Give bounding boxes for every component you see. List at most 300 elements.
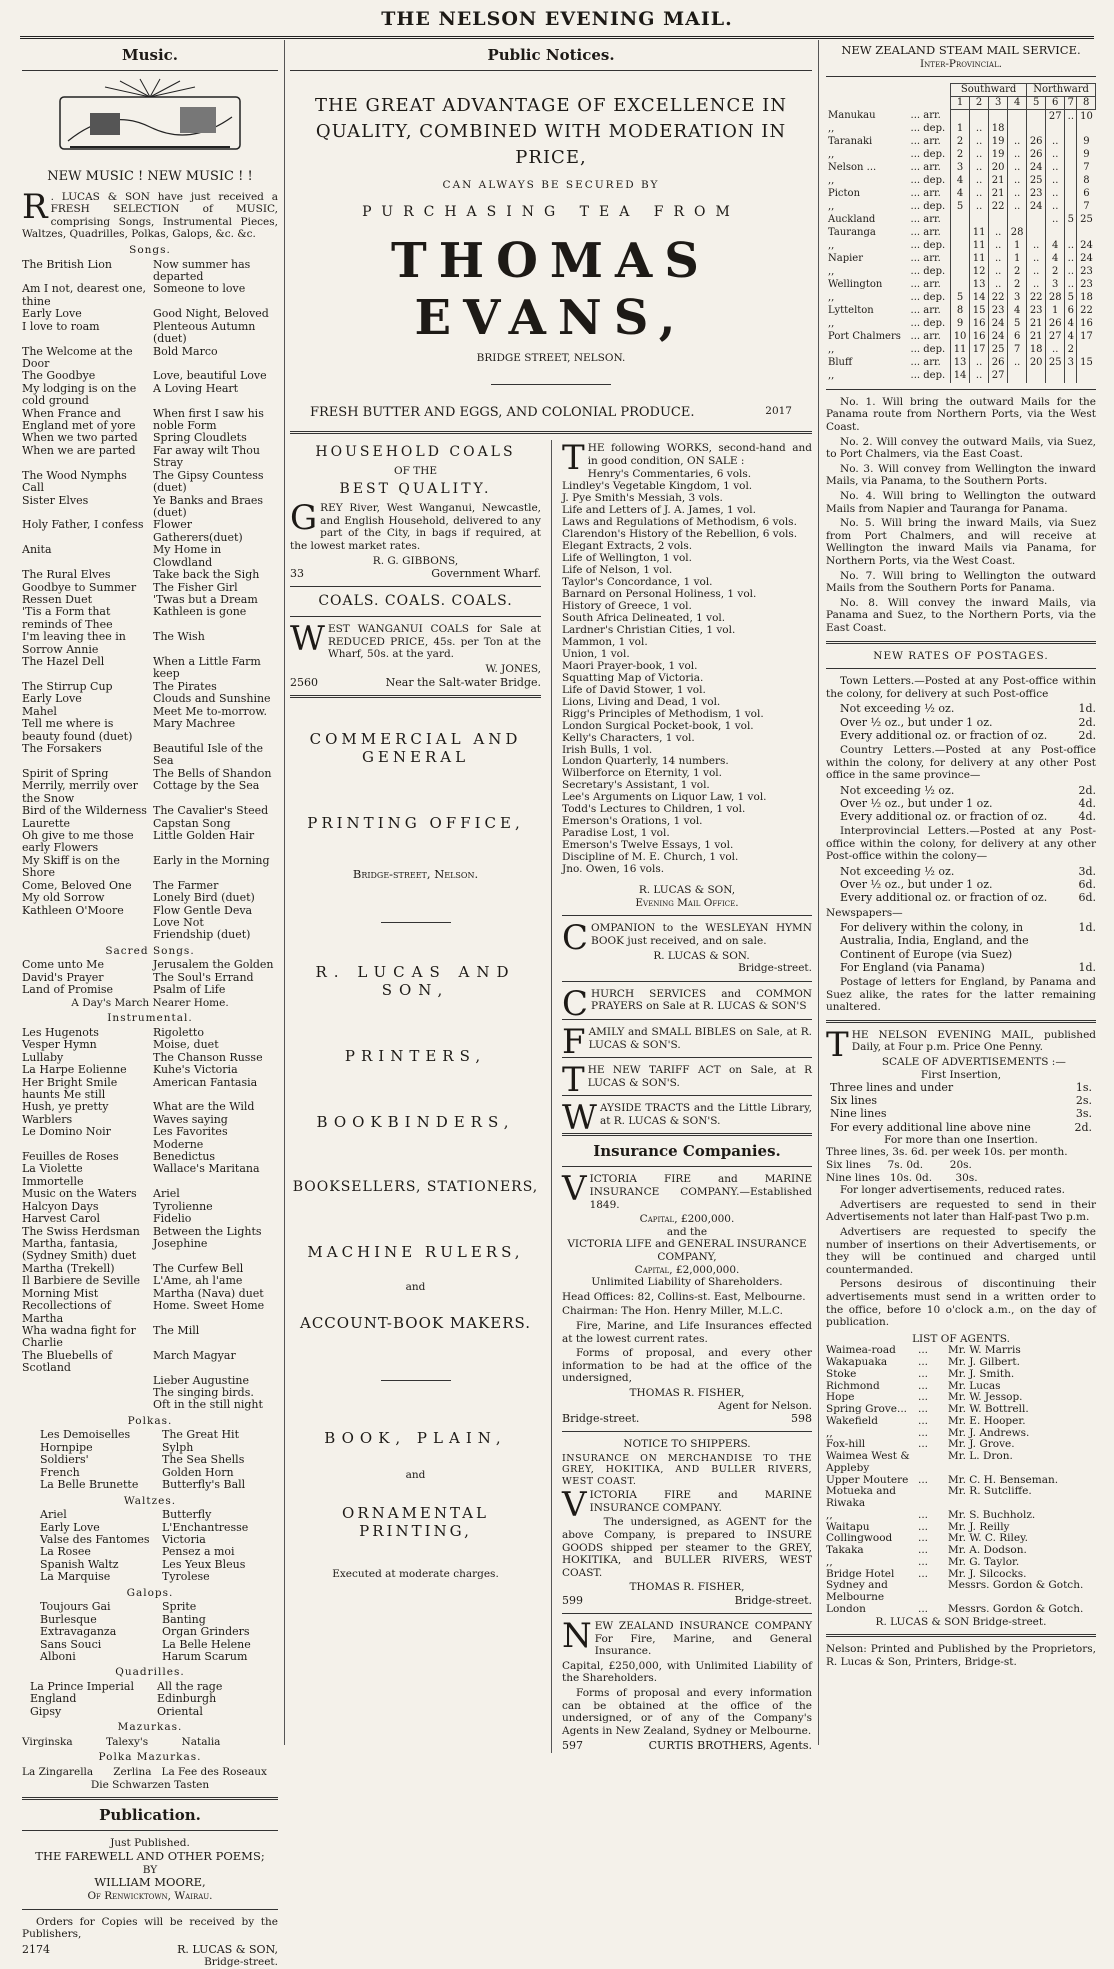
song-title: Someone to love xyxy=(153,282,246,296)
day-cell: .. xyxy=(1046,149,1065,162)
song-title: Bird of the Wilderness xyxy=(22,804,147,818)
port-name: Port Chalmers xyxy=(828,331,901,343)
printing-printers: PRINTERS, xyxy=(344,1046,487,1065)
rate-row xyxy=(840,891,1096,904)
instrumental-title: Her Bright Smile haunts Me still xyxy=(22,1075,118,1101)
agent-dots: ... xyxy=(918,1508,929,1521)
day-cell xyxy=(1065,227,1077,240)
instrumental-list xyxy=(22,1027,278,1412)
dropcap: C xyxy=(562,983,589,1024)
instrumental-title: Les Favorites Moderne xyxy=(153,1125,228,1151)
day-cell: 16 xyxy=(970,318,989,331)
ad-rates xyxy=(826,1081,1096,1134)
day-cell: 5 xyxy=(1065,214,1077,227)
song-title: Flower Gatherers(duet) xyxy=(153,518,243,544)
more-insertion: For more than one Insertion. xyxy=(884,1133,1038,1146)
song-title: A Loving Heart xyxy=(153,381,239,395)
publisher-street: Bridge-street. xyxy=(204,1956,278,1968)
day-cell: 4 xyxy=(951,188,970,201)
instrumental-title: L'Ame, ah l'ame xyxy=(153,1274,243,1288)
arr-dep: ... dep. xyxy=(910,292,946,304)
dropcap: V xyxy=(562,1485,587,1526)
printing-address: Bridge-street, Nelson. xyxy=(352,866,479,881)
day-cell: 2 xyxy=(951,149,970,162)
day-cell: .. xyxy=(989,227,1008,240)
song-title: I love to roam xyxy=(22,319,100,333)
table-row xyxy=(826,188,1096,201)
works-item: Irish Bulls, 1 vol. xyxy=(562,743,653,756)
song-title: Ye Banks and Braes (duet) xyxy=(153,493,264,519)
newspaper-england: For England (via Panama) xyxy=(840,960,985,974)
works-intro: HE following WORKS, second-hand and in good condition, ON SALE : xyxy=(587,442,812,467)
song-title: Lonely Bird (duet) xyxy=(153,891,255,905)
song-title: Tell me where is beauty found (duet) xyxy=(22,717,133,743)
day-cell xyxy=(1077,227,1096,240)
agent-dots: ... xyxy=(918,1379,929,1392)
printing-commercial: COMMERCIAL AND GENERAL xyxy=(309,729,522,766)
instrumental-title: Home. Sweet Home xyxy=(153,1299,265,1313)
day-cell: 21 xyxy=(989,188,1008,201)
works-item: Lardner's Christian Cities, 1 vol. xyxy=(562,623,736,636)
mail-service-sub: Inter-Provincial. xyxy=(920,57,1002,70)
column-number: 1 xyxy=(951,97,970,110)
day-cell: 23 xyxy=(989,305,1008,318)
agent-name: Mr. J. Reilly xyxy=(948,1520,1010,1533)
insurance-rates: Fire, Marine, and Life Insurances effected at the lowest current rates. xyxy=(562,1320,812,1345)
day-cell: 20 xyxy=(1027,357,1046,370)
waltz-title: Early Love xyxy=(40,1520,100,1534)
agents-sig: R. LUCAS & SON Bridge-street. xyxy=(875,1615,1047,1628)
table-row xyxy=(826,136,1096,149)
instrumental-title: Oft in the still night xyxy=(153,1398,263,1412)
port-name: Napier xyxy=(828,253,864,265)
agent-dots: ... xyxy=(918,1403,929,1416)
tea-ad-purchasing: PURCHASING TEA FROM xyxy=(362,203,740,220)
day-cell: 13 xyxy=(951,357,970,370)
song-title: The Farmer xyxy=(153,878,219,892)
agent-name: Mr. A. Dodson. xyxy=(948,1544,1027,1557)
public-notices-heading: Public Notices. xyxy=(487,46,615,64)
song-title: Little Golden Hair xyxy=(153,828,255,842)
day-cell xyxy=(951,227,970,240)
agent-dots: ... xyxy=(918,1532,929,1545)
day-cell: 26 xyxy=(1027,136,1046,149)
day-cell xyxy=(1008,370,1027,383)
song-title: When we two parted xyxy=(22,431,138,445)
day-cell: .. xyxy=(1065,279,1077,292)
arr-dep: ... arr. xyxy=(910,136,941,148)
dropcap: N xyxy=(562,1616,592,1657)
day-cell: 27 xyxy=(1046,110,1065,123)
day-cell xyxy=(1027,123,1046,136)
port-name: ,, xyxy=(828,370,835,382)
works-item: Jno. Owen, 16 vols. xyxy=(562,863,665,876)
day-cell: 5 xyxy=(951,201,970,214)
day-cell: .. xyxy=(970,188,989,201)
sacred-title: The Soul's Errand xyxy=(153,970,254,984)
coals2-heading: COALS. COALS. COALS. xyxy=(318,593,513,610)
polka-title: The Great Hit xyxy=(162,1428,239,1442)
song-title: My Home in Clowdland xyxy=(153,543,222,569)
day-cell: .. xyxy=(1008,201,1027,214)
song-title: Laurette xyxy=(22,816,71,830)
day-cell: .. xyxy=(970,175,989,188)
arr-dep: ... arr. xyxy=(910,357,941,369)
song-title: The Wood Nymphs Call xyxy=(22,468,127,495)
rate-row xyxy=(840,702,1096,715)
table-row xyxy=(826,240,1096,253)
polka-title: Golden Horn xyxy=(162,1465,234,1479)
day-cell: 19 xyxy=(989,149,1008,162)
shippers-body: The undersigned, as AGENT for the above Company, is prepared to INSURE GOODS shipped per steamer to the GREY, HOKITIKA, and BULLER RIVERS, WEST COAST. xyxy=(562,1516,812,1579)
day-cell: 22 xyxy=(989,201,1008,214)
arr-dep: ... dep. xyxy=(910,175,946,187)
works-item: Life of David Stower, 1 vol. xyxy=(562,683,706,696)
galops-list xyxy=(22,1601,278,1663)
printing-machine-rulers: MACHINE RULERS, xyxy=(307,1243,524,1262)
day-cell: 14 xyxy=(970,292,989,305)
rate-label: Over ½ oz., but under 1 oz. xyxy=(840,796,993,810)
victoria-life: VICTORIA LIFE and GENERAL INSURANCE COMPANY, xyxy=(567,1238,807,1264)
day-cell: 11 xyxy=(951,344,970,357)
works-item: History of Greece, 1 vol. xyxy=(562,599,692,612)
day-cell: 15 xyxy=(970,305,989,318)
rate-value: 1d. xyxy=(1078,702,1096,716)
printing-and: and xyxy=(405,1281,426,1294)
port-name: ,, xyxy=(828,123,835,135)
song-title: The Cavalier's Steed xyxy=(153,804,269,818)
insurance-street: Bridge-street. xyxy=(562,1412,640,1426)
galop-title: Burlesque xyxy=(40,1612,97,1626)
polka-title: Sylph xyxy=(162,1440,194,1454)
waltz-title: Valse des Fantomes xyxy=(40,1533,150,1547)
arr-dep: ... arr. xyxy=(910,305,941,317)
column-divider xyxy=(818,40,819,1745)
newspaper-england-rate: 1d. xyxy=(1078,960,1096,974)
agent-name: Mr. S. Buchholz. xyxy=(948,1508,1036,1521)
instrumental-title: Kuhe's Victoria xyxy=(153,1063,238,1077)
rate-row xyxy=(840,729,1096,742)
instrumental-title: The Chanson Russe xyxy=(153,1050,263,1064)
day-cell: 5 xyxy=(1065,292,1077,305)
day-cell xyxy=(1065,136,1077,149)
song-title xyxy=(22,917,147,929)
works-item: South Africa Delineated, 1 vol. xyxy=(562,611,726,624)
table-row xyxy=(826,305,1096,318)
works-item: Mammon, 1 vol. xyxy=(562,635,648,648)
instrumental-title: The singing birds. xyxy=(153,1386,254,1400)
day-cell: 25 xyxy=(1027,175,1046,188)
agent-place: Fox-hill xyxy=(826,1438,866,1451)
dropcap: V xyxy=(562,1169,587,1210)
day-cell: 24 xyxy=(1027,162,1046,175)
day-cell: .. xyxy=(1046,162,1065,175)
day-cell xyxy=(1077,123,1096,136)
agent-place: ,, xyxy=(826,1508,833,1521)
quadrille-title: Gipsy xyxy=(30,1704,62,1718)
mail-timetable xyxy=(826,83,1096,383)
rate-row xyxy=(840,865,1096,878)
table-row xyxy=(826,149,1096,162)
ad-six: Six lines 7s. 0d. 20s. xyxy=(826,1159,972,1172)
day-cell: 22 xyxy=(1027,292,1046,305)
polka-title: Butterfly's Ball xyxy=(162,1478,246,1492)
agent-place: Waimea West & Appleby xyxy=(826,1450,910,1474)
instrumental-title: La Violette Immortelle xyxy=(22,1162,84,1188)
day-cell xyxy=(1077,370,1096,383)
agent-dots: ... xyxy=(918,1544,929,1557)
agent-name: Mr. L. Dron. xyxy=(948,1450,1013,1463)
song-title: The Bells of Shandon xyxy=(153,766,272,780)
day-cell: 21 xyxy=(1027,331,1046,344)
dropcap: W xyxy=(290,619,325,660)
music-column xyxy=(22,44,278,1968)
song-title: Flow Gentle Deva xyxy=(153,903,253,917)
instrumental-title: Feuilles de Roses xyxy=(22,1150,119,1164)
companion-sig: R. LUCAS & SON. xyxy=(653,949,750,962)
song-title: The Wish xyxy=(153,630,205,644)
instrumental-title xyxy=(22,1399,147,1411)
day-cell: 18 xyxy=(989,123,1008,136)
day-cell: 4 xyxy=(1008,305,1027,318)
day-cell xyxy=(989,214,1008,227)
rate-value: 4d. xyxy=(1078,796,1096,810)
day-cell xyxy=(1046,370,1065,383)
port-name: ,, xyxy=(828,240,835,252)
agent-row xyxy=(826,1580,1096,1604)
day-cell: .. xyxy=(970,201,989,214)
song-title: The Goodbye xyxy=(22,369,96,383)
day-cell: 1 xyxy=(1008,253,1027,266)
new-music-banner: NEW MUSIC ! NEW MUSIC ! ! xyxy=(47,169,253,184)
instrumental-title: Harvest Carol xyxy=(22,1212,101,1226)
song-title: My lodging is on the cold ground xyxy=(22,381,137,408)
dropcap: W xyxy=(562,1098,597,1139)
postage-heading: NEW RATES OF POSTAGES. xyxy=(873,649,1049,662)
agent-place: Spring Grove... xyxy=(826,1403,908,1416)
day-cell xyxy=(951,110,970,123)
town-rates xyxy=(826,702,1096,742)
day-cell xyxy=(1027,110,1046,123)
dropcap: T xyxy=(562,438,585,479)
first-insertion: First Insertion, xyxy=(920,1068,1002,1081)
song-title: When a Little Farm keep xyxy=(153,655,261,681)
song-title: Come, Beloved One xyxy=(22,878,132,892)
instrumental-title: The Swiss Herdsman xyxy=(22,1224,140,1238)
song-title: The Rural Elves xyxy=(22,568,111,582)
song-title: Beautiful Isle of the Sea xyxy=(153,742,264,768)
song-title: Oh give to me those early Flowers xyxy=(22,828,134,855)
day-cell: 22 xyxy=(989,292,1008,305)
insurance-forms: Forms of proposal, and every other information to be had at the office of the undersigned, xyxy=(562,1347,812,1385)
day-cell: 3 xyxy=(951,162,970,175)
port-name: ,, xyxy=(828,292,835,304)
tea-ad-secured: CAN ALWAYS BE SECURED BY xyxy=(442,179,660,192)
song-title: Now summer has departed xyxy=(153,257,251,283)
mail-note: No. 5. Will bring the inward Mails, via Suez from Port Chalmers, and will receive at Wellington the inward Mails via Panama, for Northern Ports, via the West Coast. xyxy=(826,517,1096,568)
song-title: When France and England met of yore xyxy=(22,406,136,433)
polka-title: Les Demoiselles xyxy=(40,1428,131,1442)
newspaper-colony: For delivery within the colony, in Australia, India, England, and the Continent of Europe (via Suez) xyxy=(840,921,1029,961)
agent-place: Bridge Hotel xyxy=(826,1567,895,1580)
day-cell: 27 xyxy=(1046,331,1065,344)
agent-name: Mr. J. Gilbert. xyxy=(948,1356,1020,1369)
day-cell: 6 xyxy=(1008,331,1027,344)
rate-row xyxy=(840,878,1096,891)
rate-row xyxy=(830,1121,1092,1134)
dropcap: T xyxy=(562,1060,585,1101)
song-title: 'Tis a Form that reminds of Thee xyxy=(22,605,113,631)
day-cell xyxy=(1077,344,1096,357)
day-cell: 6 xyxy=(1077,188,1096,201)
coals2-name: W. JONES, xyxy=(485,662,541,675)
works-sig-2: Evening Mail Office. xyxy=(635,896,739,909)
day-cell: 25 xyxy=(989,344,1008,357)
agent-dots: ... xyxy=(918,1367,929,1380)
day-cell xyxy=(951,266,970,279)
day-cell: 12 xyxy=(970,266,989,279)
quadrille-title: Oriental xyxy=(157,1704,203,1718)
rate-label: Nine lines xyxy=(830,1107,887,1121)
day-cell: 26 xyxy=(1027,149,1046,162)
printing-bookbinders: BOOKBINDERS, xyxy=(316,1112,515,1131)
imprint: Nelson: Printed and Published by the Proprietors, R. Lucas & Son, Printers, Bridge-st. xyxy=(826,1643,1096,1668)
shippers-street: Bridge-street. xyxy=(734,1593,812,1607)
mazurkas-list: Virginska Talexy's Natalia xyxy=(22,1735,221,1748)
song-title: Take back the Sigh xyxy=(153,568,260,582)
song-title: Love, beautiful Love xyxy=(153,369,267,383)
day-cell: 18 xyxy=(1077,292,1096,305)
day-cell: .. xyxy=(1027,240,1046,253)
rate-row xyxy=(840,797,1096,810)
nz-insurance-capital: Capital, £250,000, with Unlimited Liability of the Shareholders. xyxy=(562,1659,812,1685)
newspapers-label: Newspapers— xyxy=(826,906,903,919)
table-row xyxy=(826,227,1096,240)
agent-place: Richmond xyxy=(826,1379,880,1392)
arr-dep: ... dep. xyxy=(910,149,946,161)
waltz-title: Ariel xyxy=(40,1508,67,1522)
agent-place: Waitapu xyxy=(826,1520,870,1533)
rate-value: 2d. xyxy=(1078,728,1096,742)
ad-p2: Advertisers are requested to specify the number of insertions on their Advertisements, or they will be continued and charged until countermanded. xyxy=(826,1226,1096,1276)
day-cell: .. xyxy=(1008,136,1027,149)
day-cell: .. xyxy=(970,357,989,370)
instrumental-title: Les Hugenots xyxy=(22,1025,99,1039)
poem-title: THE FAREWELL AND OTHER POEMS; xyxy=(35,1848,265,1863)
instrumental-title: Benedictus xyxy=(153,1150,216,1164)
rate-value: 2s. xyxy=(1075,1094,1092,1108)
day-cell: 23 xyxy=(1077,279,1096,292)
day-cell xyxy=(1008,110,1027,123)
instrumental-title: Morning Mist xyxy=(22,1286,99,1300)
ad-week: Three lines, 3s. 6d. per week 10s. per month. xyxy=(826,1146,1068,1159)
works-item: Lions, Living and Dead, 1 vol. xyxy=(562,695,721,708)
agent-place: Collingwood xyxy=(826,1532,893,1545)
agent-place: London xyxy=(826,1602,866,1615)
day-cell: 4 xyxy=(1046,240,1065,253)
day-cell: 1 xyxy=(951,123,970,136)
works-item: J. Pye Smith's Messiah, 3 vols. xyxy=(562,492,723,505)
song-title: Spirit of Spring xyxy=(22,766,109,780)
tea-ad-title: THE GREAT ADVANTAGE OF EXCELLENCE IN QUALITY, COMBINED WITH MODERATION IN PRICE, xyxy=(314,95,788,169)
day-cell: 6 xyxy=(1065,305,1077,318)
day-cell: 2 xyxy=(1008,266,1027,279)
song-title: Ressen Duet xyxy=(22,592,93,606)
rate-row xyxy=(840,784,1096,797)
song-title: Merrily, merrily over the Snow xyxy=(22,779,138,805)
day-cell: .. xyxy=(970,123,989,136)
song-title: Kathleen O'Moore xyxy=(22,903,124,917)
mail-note: No. 2. Will convey the outward Mails, via Suez, to Port Chalmers, via the East Coast. xyxy=(826,435,1096,461)
galop-title: Organ Grinders xyxy=(162,1625,250,1639)
galop-title: Banting xyxy=(162,1612,206,1626)
rate-row xyxy=(840,716,1096,729)
rate-label: Not exceeding ½ oz. xyxy=(840,702,955,716)
song-title: Early Love xyxy=(22,307,82,321)
coals-quality: BEST QUALITY. xyxy=(339,481,492,498)
newspaper-colony-rate: 1d. xyxy=(1078,921,1096,935)
port-name: Nelson ... xyxy=(828,162,877,174)
author-place: Of Renwicktown, Wairau. xyxy=(87,1890,213,1903)
arr-dep: ... dep. xyxy=(910,344,946,356)
sacred-title: David's Prayer xyxy=(22,970,104,984)
instrumental-title: Wha wadna fight for Charlie xyxy=(22,1323,136,1350)
instrumental-title: Halcyon Days xyxy=(22,1199,99,1213)
mail-note: No. 4. Will bring to Wellington the outward Mails from Napier and Tauranga for Panama. xyxy=(826,490,1096,515)
masthead-rule xyxy=(20,36,1094,39)
table-row xyxy=(826,214,1096,227)
day-cell xyxy=(951,240,970,253)
day-cell: 18 xyxy=(1027,344,1046,357)
day-cell xyxy=(989,110,1008,123)
table-row xyxy=(826,318,1096,331)
agent-name: Messrs. Gordon & Gotch. xyxy=(948,1602,1084,1615)
galop-title: La Belle Helene xyxy=(162,1637,251,1651)
port-name: Bluff xyxy=(828,357,853,369)
instrumental-title: Martha (Nava) duet xyxy=(153,1286,264,1300)
works-item: Elegant Extracts, 2 vols. xyxy=(562,540,693,553)
song-title: My Skiff is on the Shore xyxy=(22,853,120,880)
dropcap: C xyxy=(562,918,589,959)
polkas-label: Polkas. xyxy=(127,1414,173,1427)
song-title: The Forsakers xyxy=(22,742,102,756)
dropcap: R xyxy=(22,186,48,227)
arr-dep: ... arr. xyxy=(910,227,941,239)
table-row xyxy=(826,110,1096,123)
victoria-capital: Capital, £200,000. xyxy=(639,1213,735,1226)
just-published: Just Published. xyxy=(110,1837,190,1850)
agent-dots: ... xyxy=(918,1426,929,1439)
day-cell xyxy=(1065,370,1077,383)
quadrilles-list xyxy=(22,1681,278,1718)
day-cell: 10 xyxy=(951,331,970,344)
songs-list xyxy=(22,259,278,942)
day-cell xyxy=(1008,123,1027,136)
day-cell: 1 xyxy=(1008,240,1027,253)
rate-row xyxy=(830,1107,1092,1120)
sacred-title: Psalm of Life xyxy=(153,983,226,997)
song-title: Am I not, dearest one, thine xyxy=(22,282,146,308)
day-cell: .. xyxy=(1046,175,1065,188)
instrumental-title: La Harpe Eolienne xyxy=(22,1063,127,1077)
tea-ad-fresh: FRESH BUTTER AND EGGS, AND COLONIAL PRODUCE. xyxy=(310,405,695,421)
day-cell: 23 xyxy=(1027,188,1046,201)
song-title: When we are parted xyxy=(22,443,136,457)
instrumental-title: Fidelio xyxy=(153,1212,192,1226)
day-cell: 25 xyxy=(1046,357,1065,370)
table-row xyxy=(826,370,1096,383)
nz-insurance-company: EW ZEALAND INSURANCE COMPANY For Fire, Marine, and General Insurance. xyxy=(594,1620,812,1658)
